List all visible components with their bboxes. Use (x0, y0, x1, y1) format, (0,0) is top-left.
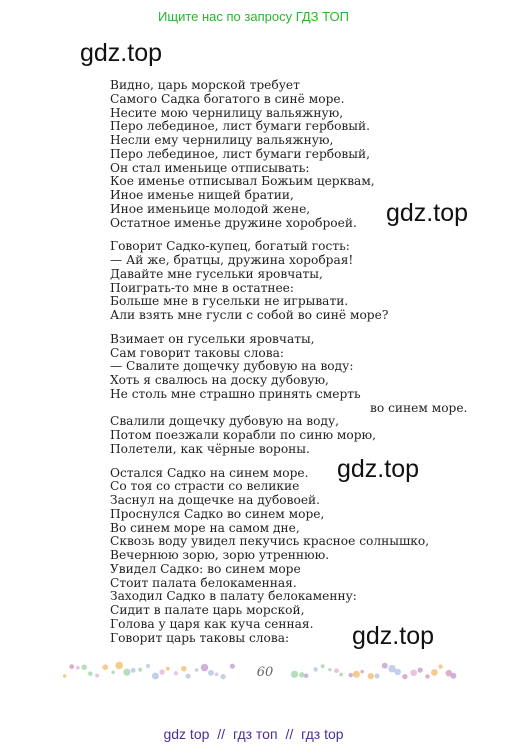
decorative-dot (95, 673, 99, 677)
poem-line: Свалили дощечку дубовую на воду, (110, 414, 340, 429)
stanza (110, 79, 490, 230)
poem-line: Потом поезжали корабли по синю морю, (110, 428, 377, 442)
poem-line: Во синем море на самом дне, (110, 520, 300, 535)
page-number: 60 (256, 665, 274, 680)
poem-line: Перо лебединое, лист бумаги гербовый. (110, 119, 370, 134)
footer-separator: // (217, 726, 226, 742)
poem-line: Говорит Садко-купец, богатый гость: (110, 239, 350, 254)
decorative-dot (304, 674, 309, 679)
poem-line: Несли ему чернилицу вальяжную, (110, 133, 334, 147)
decorative-dot (159, 669, 164, 674)
poem-line: Несите мою чернилицу вальяжную, (110, 105, 344, 120)
decorative-dots-left (58, 657, 240, 685)
poem-line: Полетели, как чёрные вороны. (110, 441, 310, 456)
decorative-dot (353, 671, 360, 678)
decorative-dot (438, 664, 442, 668)
decorative-dot (348, 673, 352, 677)
decorative-dot (230, 664, 235, 669)
decorative-dot (138, 668, 142, 672)
decorative-dot (394, 669, 400, 675)
poem-line: Видно, царь морской требует (110, 78, 300, 92)
poem-line: Увидел Садко: во синем море (110, 561, 301, 576)
decorative-dot (88, 671, 93, 676)
poem-line: Иное именьице молодой жене, (110, 201, 311, 216)
decorative-dot (166, 667, 170, 671)
decorative-dot (186, 674, 191, 679)
decorative-dot (201, 664, 208, 671)
decorative-dot (220, 674, 225, 679)
poem-line: Сидит в палате царь морской, (110, 603, 305, 617)
decorative-dot (174, 671, 178, 675)
footer-link-gdz-top[interactable]: gdz top (163, 726, 210, 742)
decorative-dot (63, 674, 67, 678)
poem-line: Заходил Садко в палату белокаменну: (110, 589, 357, 604)
poem-line: Голова у царя как куча сенная. (110, 616, 314, 631)
poem-line: Вечернюю зорю, зорю утреннюю. (110, 548, 330, 562)
decorative-dot (215, 673, 219, 677)
poem-line: Стоит палата белокаменная. (110, 575, 297, 590)
poem-text (110, 79, 490, 655)
watermark: gdz.top (352, 622, 435, 650)
decorative-dot (102, 664, 108, 670)
poem-line: Иное именье нищей братии, (110, 188, 294, 202)
decorative-dot (360, 670, 364, 674)
decorative-dot (328, 668, 331, 671)
poem-line: Перо лебединое, лист бумаги гербовый, (110, 146, 370, 161)
decorative-dot (208, 670, 214, 676)
poem-line: Остался Садко на синем море. (110, 465, 309, 480)
stanza (110, 333, 490, 457)
footer-link-gdz-top-ru[interactable]: гдз топ (232, 726, 278, 742)
decorative-dot (195, 668, 199, 672)
decorative-dot (402, 674, 407, 679)
poem-line: Проснулся Садко во синем море, (110, 506, 325, 521)
watermark: gdz.top (386, 199, 469, 227)
poem-line: Говорит царь таковы слова: (110, 630, 290, 645)
poem-line: Поиграть-то мне в остатнее: (110, 280, 294, 295)
decorative-dot (291, 671, 298, 678)
poem-line: — Свалите дощечку дубовую на воду: (110, 359, 354, 374)
poem-line: Али взять мне гусли с собой во синё море? (110, 308, 389, 322)
poem-line: Не столь мне страшно принять смерть (110, 386, 361, 401)
poem-line: Хоть я свалюсь на доску дубовую, (110, 373, 329, 387)
decorative-dot (418, 668, 423, 673)
poem-line: Со тоя со страсти со великие (110, 479, 300, 494)
decorative-dot (450, 673, 456, 679)
poem-line: Заснул на дощечке на дубовоей. (110, 493, 321, 507)
decorative-dot (181, 666, 187, 672)
decorative-dot (368, 673, 374, 679)
decorative-dot (410, 669, 417, 676)
footer-separator: // (285, 726, 294, 742)
decorative-dot (131, 668, 136, 673)
decorative-dot (111, 670, 115, 674)
decorative-dot (375, 673, 380, 678)
decorative-dot (339, 673, 343, 677)
poem-line: Остатное именье дружине хороброей. (110, 215, 357, 230)
decorative-dot (299, 672, 304, 677)
poem-line: Он стал именьице отписывать: (110, 160, 310, 175)
decorative-dot (431, 669, 438, 676)
decorative-dot (382, 663, 388, 669)
poem-line: Больше мне в гусельки не игрывати. (110, 294, 349, 309)
decorative-dot (425, 674, 430, 679)
decorative-dot (334, 668, 339, 673)
poem-line: Взимает он гусельки яровчаты, (110, 331, 315, 346)
poem-line: Давайте мне гусельки яровчаты, (110, 266, 323, 281)
decorative-dot (81, 664, 86, 669)
poem-line: Сам говорит таковы слова: (110, 345, 284, 360)
watermark: gdz.top (337, 455, 420, 483)
decorative-dot (146, 664, 150, 668)
decorative-dot (115, 662, 123, 670)
footer-links (0, 726, 507, 742)
poem-line: — Ай же, братцы, дружина хоробрая! (110, 253, 354, 267)
stanza (110, 467, 490, 646)
stanza (110, 240, 490, 323)
decorative-dot (321, 664, 325, 668)
decorative-dot (313, 667, 317, 671)
decorative-dot (152, 672, 159, 679)
poem-line: Кое именье отписывал Божьим церквам, (110, 174, 375, 189)
poem-line: во синем море. (370, 400, 468, 415)
top-banner: Ищите нас по запросу ГДЗ ТОП (158, 9, 349, 24)
watermark: gdz.top (80, 39, 163, 67)
decorative-dot (76, 666, 80, 670)
decorative-dots-right (288, 657, 458, 685)
decorative-dot (69, 664, 74, 669)
poem-line: Самого Садка богатого в синё море. (110, 91, 345, 106)
footer-link-gdz-top-mixed[interactable]: гдз top (301, 726, 344, 742)
decorative-dot (123, 669, 130, 676)
poem-line: Сквозь воду увидел пекучись красное солнышко, (110, 534, 430, 549)
